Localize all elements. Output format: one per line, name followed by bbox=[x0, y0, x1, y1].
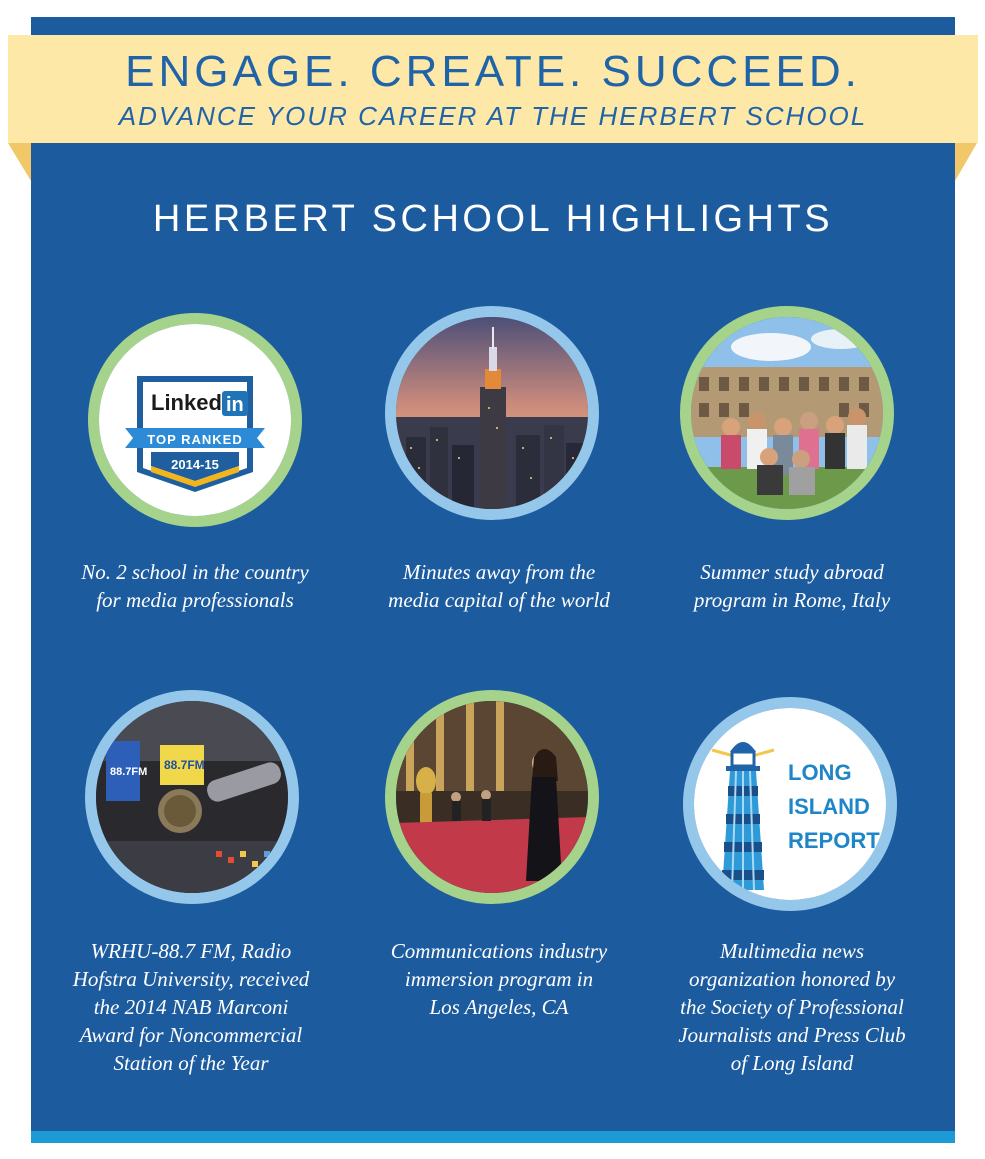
red-carpet-photo bbox=[385, 690, 599, 904]
badge-brand-in: in bbox=[226, 394, 244, 416]
radio-studio-photo bbox=[85, 690, 299, 904]
caption-nyc: Minutes away from the media capital of the world bbox=[388, 560, 610, 612]
rome-colosseum-photo bbox=[680, 306, 894, 520]
panel-bottom-stripe bbox=[31, 1131, 955, 1143]
badge-brand: Linked bbox=[151, 390, 222, 415]
caption-rome: Summer study abroad program in Rome, Italy bbox=[693, 560, 891, 612]
logo-line-3: REPORT bbox=[788, 828, 880, 853]
banner-subtitle: ADVANCE YOUR CAREER AT THE HERBERT SCHOOL bbox=[118, 101, 868, 131]
svg-text:88.7FM: 88.7FM bbox=[110, 766, 148, 778]
header-banner bbox=[8, 35, 978, 143]
long-island-report-logo bbox=[683, 697, 897, 911]
caption-long-island-report: Multimedia news organization honored by the Society of Professional Journalists and Press Club of Long Island bbox=[678, 939, 906, 1075]
nyc-skyline-photo bbox=[385, 306, 599, 520]
banner-title: ENGAGE. CREATE. SUCCEED. bbox=[125, 47, 861, 96]
caption-los-angeles: Communications industry immersion program in Los Angeles, CA bbox=[390, 939, 608, 1019]
logo-line-2: ISLAND bbox=[788, 794, 870, 819]
badge-year: 2014-15 bbox=[171, 457, 219, 472]
banner-fold-left bbox=[8, 143, 31, 181]
badge-ribbon: TOP RANKED bbox=[147, 432, 243, 447]
banner-fold-right bbox=[955, 143, 977, 181]
logo-line-1: LONG bbox=[788, 760, 852, 785]
section-title: HERBERT SCHOOL HIGHLIGHTS bbox=[152, 198, 834, 240]
svg-text:88.7FM: 88.7FM bbox=[164, 758, 205, 772]
linkedin-badge-image bbox=[88, 313, 302, 527]
caption-radio: WRHU-88.7 FM, Radio Hofstra University, received the 2014 NAB Marconi Award for Noncommercial Station of the Year bbox=[72, 939, 310, 1075]
caption-linkedin: No. 2 school in the country for media professionals bbox=[81, 560, 309, 612]
